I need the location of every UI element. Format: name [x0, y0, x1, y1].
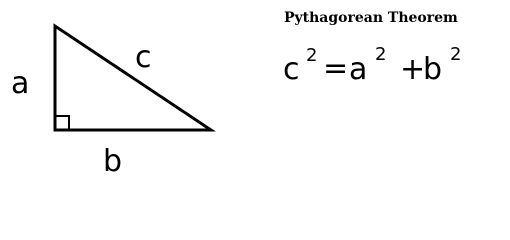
formula-c-exponent: 2: [306, 45, 318, 66]
formula-c: c: [283, 52, 300, 87]
diagram-title: Pythagorean Theorem: [284, 10, 458, 26]
side-a-label: a: [11, 66, 30, 101]
side-c-label: c: [135, 40, 152, 75]
formula-b-exponent: 2: [450, 44, 462, 65]
formula-equals: =: [323, 51, 349, 86]
right-angle-marker: [56, 116, 69, 129]
right-triangle: [55, 26, 211, 130]
formula-b: b: [423, 52, 443, 87]
side-b-label: b: [103, 144, 123, 179]
formula-a-exponent: 2: [375, 44, 387, 65]
formula-a: a: [349, 52, 368, 87]
formula-plus: +: [400, 52, 426, 87]
pythagorean-formula: [283, 44, 461, 87]
